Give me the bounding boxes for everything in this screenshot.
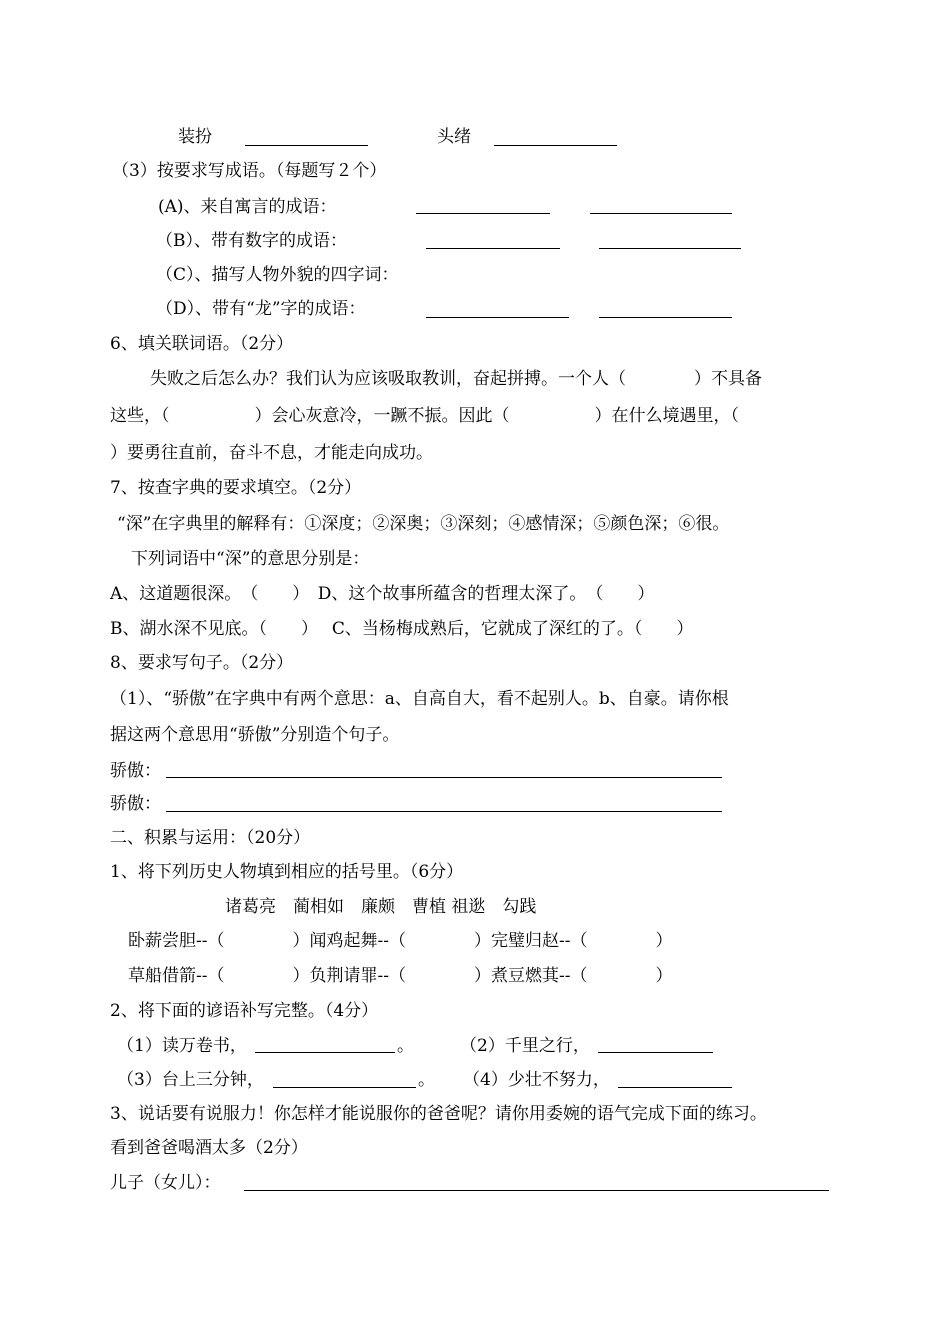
proverb-1: （1）读万卷书， [117,1036,247,1056]
q6-line-1: 失败之后怎么办？我们认为应该吸取教训，奋起拼搏。一个人（ ）不具备 [150,369,762,389]
proverb-4: （4）少壮不努力， [463,1070,610,1090]
answer-blank[interactable] [426,317,569,318]
proverb-1-end: 。 [397,1036,414,1056]
proverb-blank-1[interactable] [255,1052,395,1053]
match-row-2: 草船借箭--（ ）负荆请罪--（ ）煮豆燃萁--（ ） [128,966,673,986]
proverb-blank-3[interactable] [273,1087,416,1088]
q6-line-2: 这些，（ ）会心灰意冷，一蹶不振。因此（ ）在什么境遇里，（ [110,406,739,426]
idioms-a-label: (A)、来自寓言的成语： [158,197,337,217]
q6-heading: 6、填关联词语。（2分） [110,334,294,354]
q8-line-1: （1）、“骄傲”在字典中有两个意思：a、自高自大，看不起别人。b、自豪。请你根 [110,689,729,709]
q7-definitions: “深”在字典里的解释有：①深度；②深奥；③深刻；④感情深；⑤颜色深；⑥很。 [117,514,730,534]
answer-blank[interactable] [416,213,550,214]
match-row-1: 卧薪尝胆--（ ）闻鸡起舞--（ ）完璧归赵--（ ） [128,931,673,951]
q7-heading: 7、按查字典的要求填空。（2分） [110,478,362,498]
sec2-q3-heading: 3、说话要有说服力！你怎样才能说服你的爸爸呢？请你用委婉的语气完成下面的练习。 [110,1104,767,1124]
proverb-3: （3）台上三分钟， [117,1070,264,1090]
sentence-blank-1[interactable] [166,777,722,778]
word-touxu: 头绪 [437,127,471,147]
q8-line-2: 据这两个意思用“骄傲”分别造个句子。 [110,725,400,745]
answer-blank[interactable] [245,145,368,146]
section-2-heading: 二、积累与运用：（20分） [110,828,311,848]
sec2-q2-heading: 2、将下面的谚语补写完整。（4分） [110,1001,379,1021]
sec2-q1-heading: 1、将下列历史人物填到相应的括号里。（6分） [110,862,464,882]
sentence-label-2: 骄傲： [110,794,161,814]
answer-blank[interactable] [599,317,732,318]
proverb-3-end: 。 [418,1070,435,1090]
q7-item-b-c: B、湖水深不见底。（ ） C、当杨梅成熟后，它就成了深红的了。（ ） [110,619,694,639]
answer-blank[interactable] [494,145,617,146]
answer-blank[interactable] [426,248,560,249]
answer-blank[interactable] [590,213,732,214]
q7-item-a-d: A、这道题很深。 （ ） D、这个故事所蕴含的哲理太深了。 （ ） [110,584,655,604]
answer-blank[interactable] [599,248,741,249]
speaker-label: 儿子（女儿）： [110,1173,221,1193]
sentence-blank-2[interactable] [166,811,722,812]
sentence-label-1: 骄傲： [110,761,161,781]
word-zhuangban: 装扮 [178,127,212,147]
idioms-c-label: （C）、描写人物外貌的四字词： [156,265,399,285]
proverb-2: （2）千里之行， [460,1036,590,1056]
idioms-b-label: （B）、带有数字的成语： [156,231,347,251]
historical-names: 诸葛亮 蔺相如 廉颇 曹植 祖逖 勾践 [225,897,537,917]
q8-heading: 8、要求写句子。（2分） [110,653,294,673]
proverb-blank-4[interactable] [618,1087,732,1088]
q7-prompt: 下列词语中“深”的意思分别是： [131,549,370,569]
idioms-d-label: （D）、带有“龙”字的成语： [156,299,366,319]
proverb-blank-2[interactable] [598,1052,713,1053]
idioms-heading: （3）按要求写成语。（每题写２个） [112,161,387,181]
speech-blank[interactable] [244,1190,829,1191]
sec2-q3-context: 看到爸爸喝酒太多（2分） [110,1138,308,1158]
q6-line-3: ）要勇往直前，奋斗不息，才能走向成功。 [110,443,433,463]
